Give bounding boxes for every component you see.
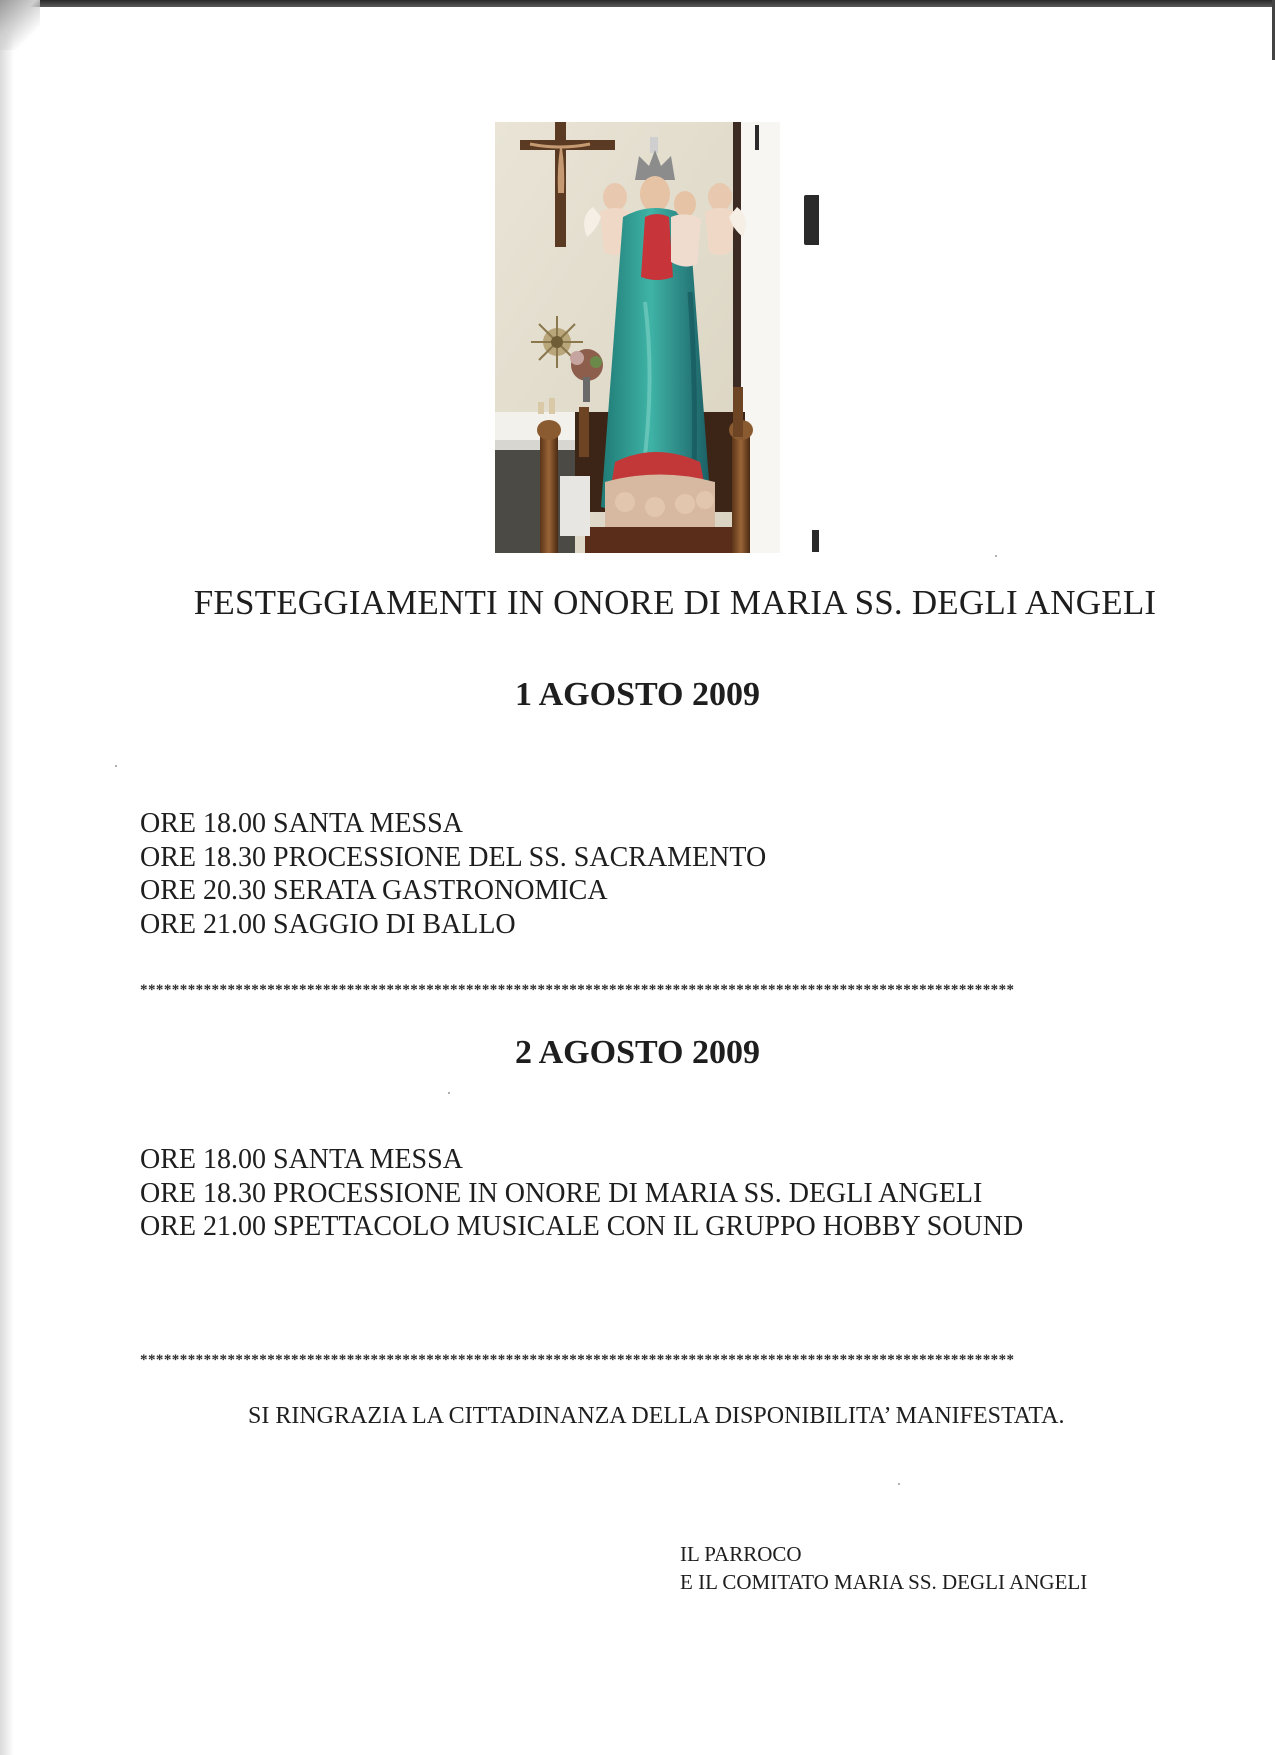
thanks-note: SI RINGRAZIA LA CITTADINANZA DELLA DISPONIBILITA’ MANIFESTATA. — [248, 1403, 1065, 1429]
scan-mark — [804, 195, 819, 245]
schedule-item: ORE 20.30 SERATA GASTRONOMICA — [140, 875, 608, 906]
scan-speck — [448, 1092, 450, 1094]
schedule-item: ORE 18.00 SANTA MESSA — [140, 1144, 463, 1175]
scan-speck — [115, 765, 117, 767]
day-2-date: 2 AGOSTO 2009 — [515, 1034, 760, 1071]
schedule-item: ORE 18.30 PROCESSIONE DEL SS. SACRAMENTO — [140, 841, 767, 873]
scan-border-top — [0, 0, 1275, 7]
madonna-statue-photo — [495, 122, 780, 553]
schedule-item: ORE 21.00 SPETTACOLO MUSICALE CON IL GRUPPO HOBBY SOUND — [140, 1211, 1024, 1242]
day-1-schedule — [140, 807, 766, 941]
madonna-statue-illustration — [495, 122, 780, 553]
signature-block — [680, 1540, 1087, 1596]
separator-line: ************************************************************************************************************** — [140, 982, 1015, 998]
page-title: FESTEGGIAMENTI IN ONORE DI MARIA SS. DEGLI ANGELI — [193, 583, 1157, 622]
scan-mark — [755, 125, 759, 150]
schedule-item: ORE 21.00 SAGGIO DI BALLO — [140, 908, 516, 940]
day-1-date: 1 AGOSTO 2009 — [515, 676, 760, 713]
scan-mark — [812, 530, 819, 552]
separator-line: ************************************************************************************************************** — [140, 1352, 1015, 1368]
scan-speck — [995, 555, 997, 557]
schedule-item: ORE 18.00 SANTA MESSA — [140, 808, 463, 839]
signature-line: IL PARROCO — [680, 1542, 802, 1566]
schedule-item: ORE 18.30 PROCESSIONE IN ONORE DI MARIA SS. DEGLI ANGELI — [140, 1177, 983, 1209]
scan-folded-corner — [0, 0, 40, 50]
scan-speck — [898, 1483, 900, 1485]
signature-line: E IL COMITATO MARIA SS. DEGLI ANGELI — [680, 1570, 1088, 1594]
day-2-schedule — [140, 1143, 1023, 1244]
scan-border-left — [0, 0, 14, 1755]
